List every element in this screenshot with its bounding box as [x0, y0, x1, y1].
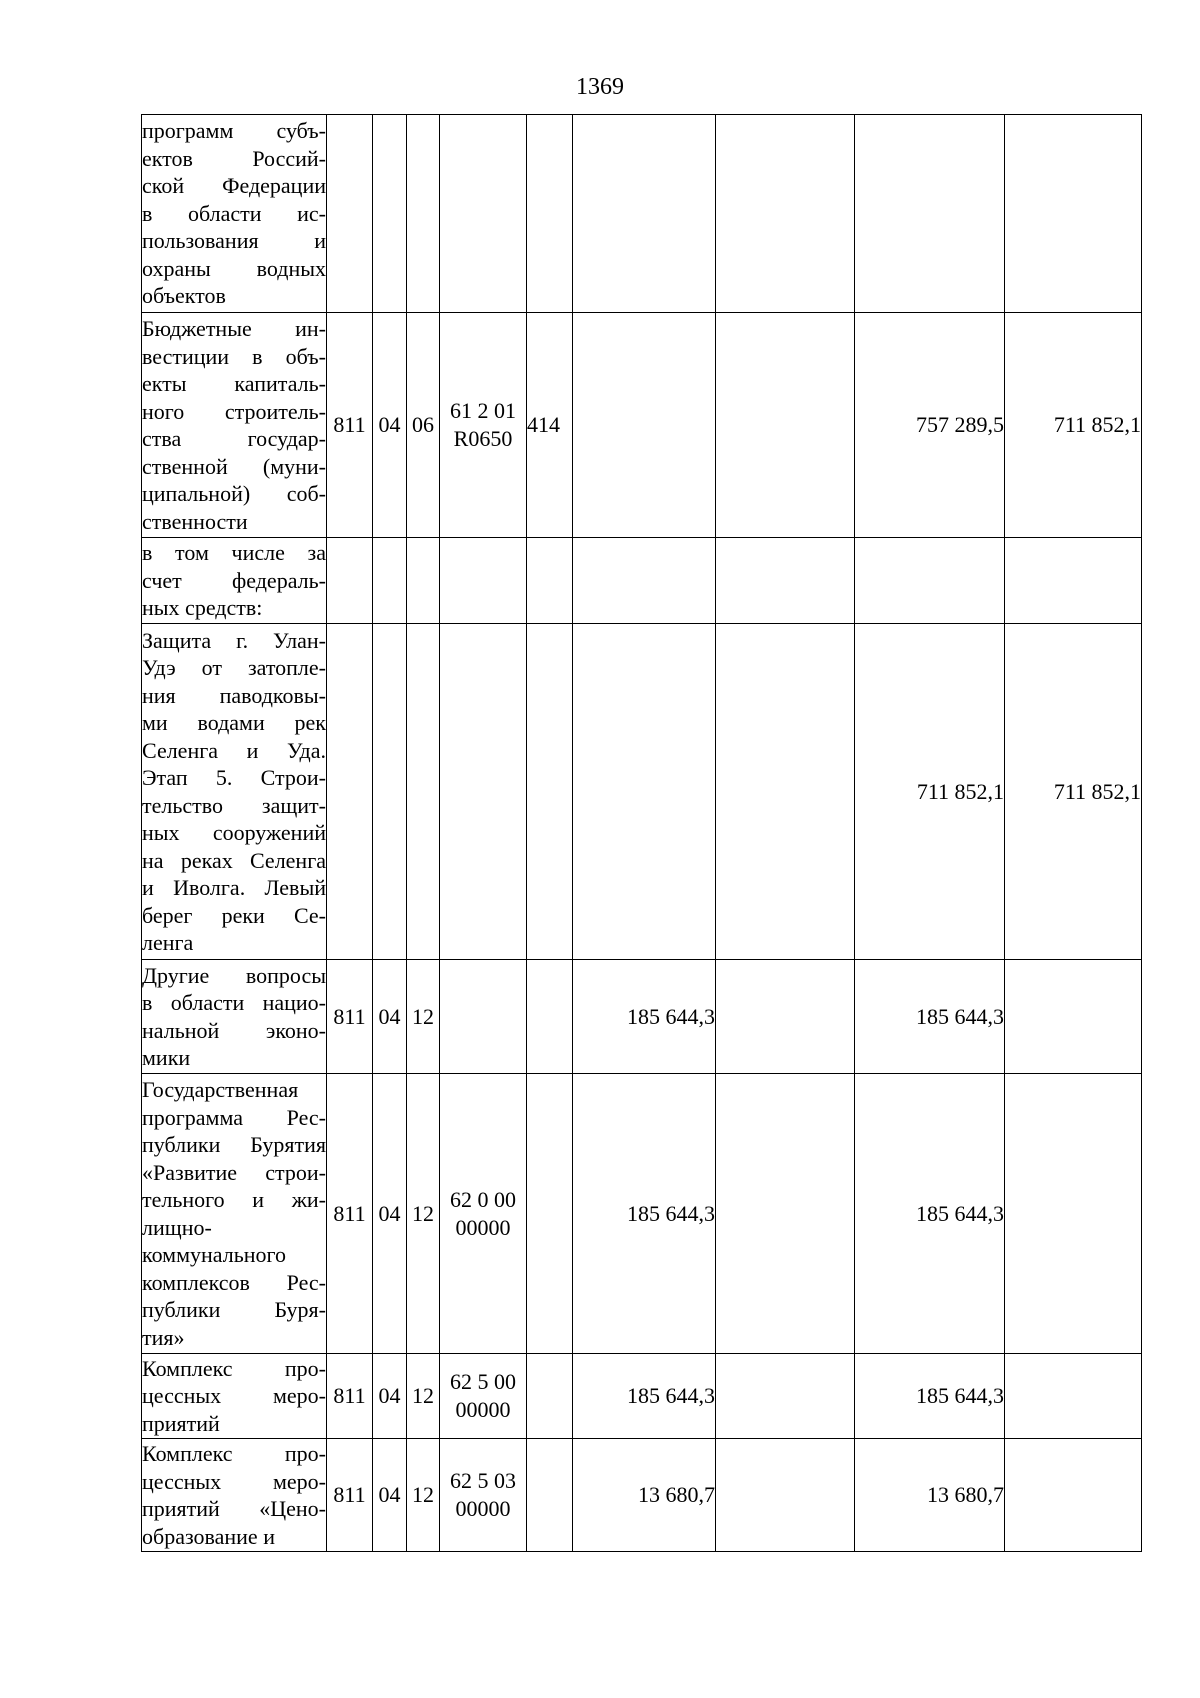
- amount-cell-col8: 185 644,3: [855, 1354, 1005, 1439]
- row-name-line: публики Бурятия: [142, 1132, 326, 1157]
- row-name-line: счет федераль-: [142, 567, 326, 593]
- row-name-line: Селенга и Уда.: [142, 737, 326, 763]
- row-name-line: ния паводковы-: [142, 682, 326, 708]
- grbs-cell: 811: [327, 1074, 373, 1354]
- subsection-cell: [407, 115, 440, 313]
- target-article-cell: [440, 313, 527, 538]
- row-name-line: пользования и: [142, 228, 326, 254]
- row-name-line: приятий: [142, 1410, 220, 1436]
- amount-cell-col6: 185 644,3: [573, 960, 716, 1074]
- row-name-cell: [142, 313, 327, 538]
- grbs-cell: 811: [327, 313, 373, 538]
- grbs-cell: [327, 538, 373, 624]
- row-name-line: тельного и жи-: [142, 1187, 326, 1212]
- amount-cell-col9: [1005, 115, 1142, 313]
- subsection-cell: [407, 624, 440, 960]
- subsection-cell: 12: [407, 1354, 440, 1439]
- row-name-line: комплексов Рес-: [142, 1269, 326, 1295]
- target-article-cell: [440, 960, 527, 1074]
- amount-cell-col8: 185 644,3: [855, 1074, 1005, 1354]
- row-name-line: Бюджетные ин-: [142, 316, 326, 341]
- expense-type-cell: [527, 1074, 573, 1354]
- amount-cell-col9: [1005, 1074, 1142, 1354]
- amount-cell-col9: [1005, 538, 1142, 624]
- amount-cell-col7: [716, 313, 855, 538]
- table-body: [142, 115, 1142, 1552]
- table-row: [142, 313, 1142, 538]
- target-article-line: 61 2 01: [450, 398, 516, 423]
- target-article-cell: [440, 624, 527, 960]
- row-name-line: Защита г. Улан-: [142, 627, 326, 653]
- row-name-line: ленга: [142, 930, 194, 955]
- section-cell: 04: [373, 1354, 407, 1439]
- target-article-line: 62 5 00: [450, 1369, 516, 1394]
- expense-type-cell: 414: [527, 313, 573, 538]
- section-cell: 04: [373, 1439, 407, 1552]
- amount-cell-col6: [573, 624, 716, 960]
- target-article-cell: [440, 1439, 527, 1552]
- section-cell: [373, 538, 407, 624]
- amount-cell-col8: [855, 115, 1005, 313]
- row-name-line: ципальной) соб-: [142, 481, 326, 506]
- target-article-cell: [440, 1074, 527, 1354]
- row-name-line: охраны водных: [142, 255, 326, 281]
- row-name-line: нальной эконо-: [142, 1017, 326, 1043]
- row-name-line: в области нацио-: [142, 990, 326, 1015]
- target-article-cell: [440, 115, 527, 313]
- row-name-line: берег реки Се-: [142, 902, 326, 928]
- row-name-line: «Развитие строи-: [142, 1159, 326, 1185]
- amount-cell-col9: [1005, 1439, 1142, 1552]
- grbs-cell: [327, 115, 373, 313]
- page-number: 1369: [576, 74, 624, 100]
- target-article-line: R0650: [453, 426, 513, 451]
- amount-cell-col8: 13 680,7: [855, 1439, 1005, 1552]
- row-name-line: ного строитель-: [142, 398, 326, 424]
- row-name-line: ственной (муни-: [142, 453, 326, 479]
- section-cell: [373, 115, 407, 313]
- table-row: [142, 538, 1142, 624]
- section-cell: 04: [373, 1074, 407, 1354]
- subsection-cell: 12: [407, 1439, 440, 1552]
- amount-cell-col6: 185 644,3: [573, 1074, 716, 1354]
- row-name-line: публики Буря-: [142, 1297, 326, 1322]
- row-name-line: объектов: [142, 283, 226, 309]
- section-cell: 04: [373, 960, 407, 1074]
- section-cell: [373, 624, 407, 960]
- row-name-line: Комплекс про-: [142, 1441, 326, 1466]
- grbs-cell: 811: [327, 1439, 373, 1552]
- row-name-cell: [142, 1074, 327, 1354]
- row-name-line: программа Рес-: [142, 1104, 326, 1130]
- row-name-line: Комплекс про-: [142, 1355, 326, 1381]
- row-name-line: в области ис-: [142, 200, 326, 226]
- amount-cell-col8: 711 852,1: [855, 624, 1005, 960]
- amount-cell-col8: [855, 538, 1005, 624]
- target-article-line: 00000: [455, 1214, 511, 1240]
- target-article-cell: [440, 538, 527, 624]
- grbs-cell: 811: [327, 1354, 373, 1439]
- row-name-line: ных средств:: [142, 595, 263, 621]
- row-name-line: коммунального: [142, 1242, 286, 1267]
- amount-cell-col6: 185 644,3: [573, 1354, 716, 1439]
- row-name-cell: [142, 115, 327, 313]
- row-name-line: программ субъ-: [142, 118, 326, 144]
- table-row: [142, 1074, 1142, 1354]
- amount-cell-col6: [573, 313, 716, 538]
- expense-type-cell: [527, 1439, 573, 1552]
- amount-cell-col9: 711 852,1: [1005, 313, 1142, 538]
- row-name-line: Государственная: [142, 1077, 299, 1102]
- table-row: [142, 624, 1142, 960]
- amount-cell-col6: [573, 538, 716, 624]
- row-name-line: ми водами рек: [142, 710, 326, 735]
- row-name-line: екты капиталь-: [142, 371, 326, 396]
- amount-cell-col7: [716, 1439, 855, 1552]
- grbs-cell: 811: [327, 960, 373, 1074]
- row-name-line: в том числе за: [142, 540, 326, 566]
- table-row: [142, 960, 1142, 1074]
- row-name-line: Удэ от затопле-: [142, 655, 326, 680]
- row-name-cell: [142, 1354, 327, 1439]
- amount-cell-col8: 757 289,5: [855, 313, 1005, 538]
- subsection-cell: 12: [407, 1074, 440, 1354]
- row-name-cell: [142, 538, 327, 624]
- table-row: [142, 115, 1142, 313]
- row-name-line: тия»: [142, 1324, 185, 1350]
- row-name-line: мики: [142, 1045, 191, 1070]
- target-article-line: 00000: [455, 1397, 511, 1422]
- amount-cell-col7: [716, 1074, 855, 1354]
- table-row: [142, 1439, 1142, 1552]
- amount-cell-col8: 185 644,3: [855, 960, 1005, 1074]
- expense-type-cell: [527, 538, 573, 624]
- row-name-line: ственности: [142, 508, 248, 534]
- target-article-line: 62 5 03: [450, 1468, 516, 1493]
- subsection-cell: 06: [407, 313, 440, 538]
- table-row: [142, 1354, 1142, 1439]
- row-name-line: ской Федерации: [142, 173, 326, 199]
- row-name-cell: [142, 960, 327, 1074]
- row-name-line: приятий «Цено-: [142, 1496, 326, 1521]
- row-name-line: на реках Селенга: [142, 847, 326, 873]
- row-name-line: образование и: [142, 1523, 275, 1549]
- row-name-line: цессных меро-: [142, 1383, 326, 1409]
- row-name-line: вестиции в объ-: [142, 343, 326, 369]
- expense-type-cell: [527, 1354, 573, 1439]
- target-article-cell: [440, 1354, 527, 1439]
- amount-cell-col6: [573, 115, 716, 313]
- amount-cell-col9: 711 852,1: [1005, 624, 1142, 960]
- row-name-cell: [142, 624, 327, 960]
- amount-cell-col9: [1005, 1354, 1142, 1439]
- row-name-line: тельство защит-: [142, 792, 326, 818]
- row-name-line: ства государ-: [142, 426, 326, 451]
- row-name-line: и Иволга. Левый: [142, 875, 326, 900]
- amount-cell-col7: [716, 624, 855, 960]
- amount-cell-col6: 13 680,7: [573, 1439, 716, 1552]
- row-name-line: цессных меро-: [142, 1468, 326, 1494]
- amount-cell-col7: [716, 538, 855, 624]
- row-name-line: ектов Россий-: [142, 145, 326, 171]
- row-name-line: Этап 5. Строи-: [142, 765, 326, 790]
- amount-cell-col7: [716, 115, 855, 313]
- amount-cell-col7: [716, 1354, 855, 1439]
- subsection-cell: 12: [407, 960, 440, 1074]
- expense-type-cell: [527, 960, 573, 1074]
- target-article-line: 00000: [455, 1496, 511, 1521]
- subsection-cell: [407, 538, 440, 624]
- row-name-line: Другие вопросы: [142, 962, 326, 988]
- grbs-cell: [327, 624, 373, 960]
- amount-cell-col7: [716, 960, 855, 1074]
- row-name-cell: [142, 1439, 327, 1552]
- row-name-line: ных сооружений: [142, 820, 326, 845]
- row-name-line: лищно-: [142, 1214, 212, 1240]
- budget-table: [141, 114, 1142, 1552]
- expense-type-cell: [527, 624, 573, 960]
- section-cell: 04: [373, 313, 407, 538]
- amount-cell-col9: [1005, 960, 1142, 1074]
- target-article-line: 62 0 00: [450, 1186, 516, 1212]
- expense-type-cell: [527, 115, 573, 313]
